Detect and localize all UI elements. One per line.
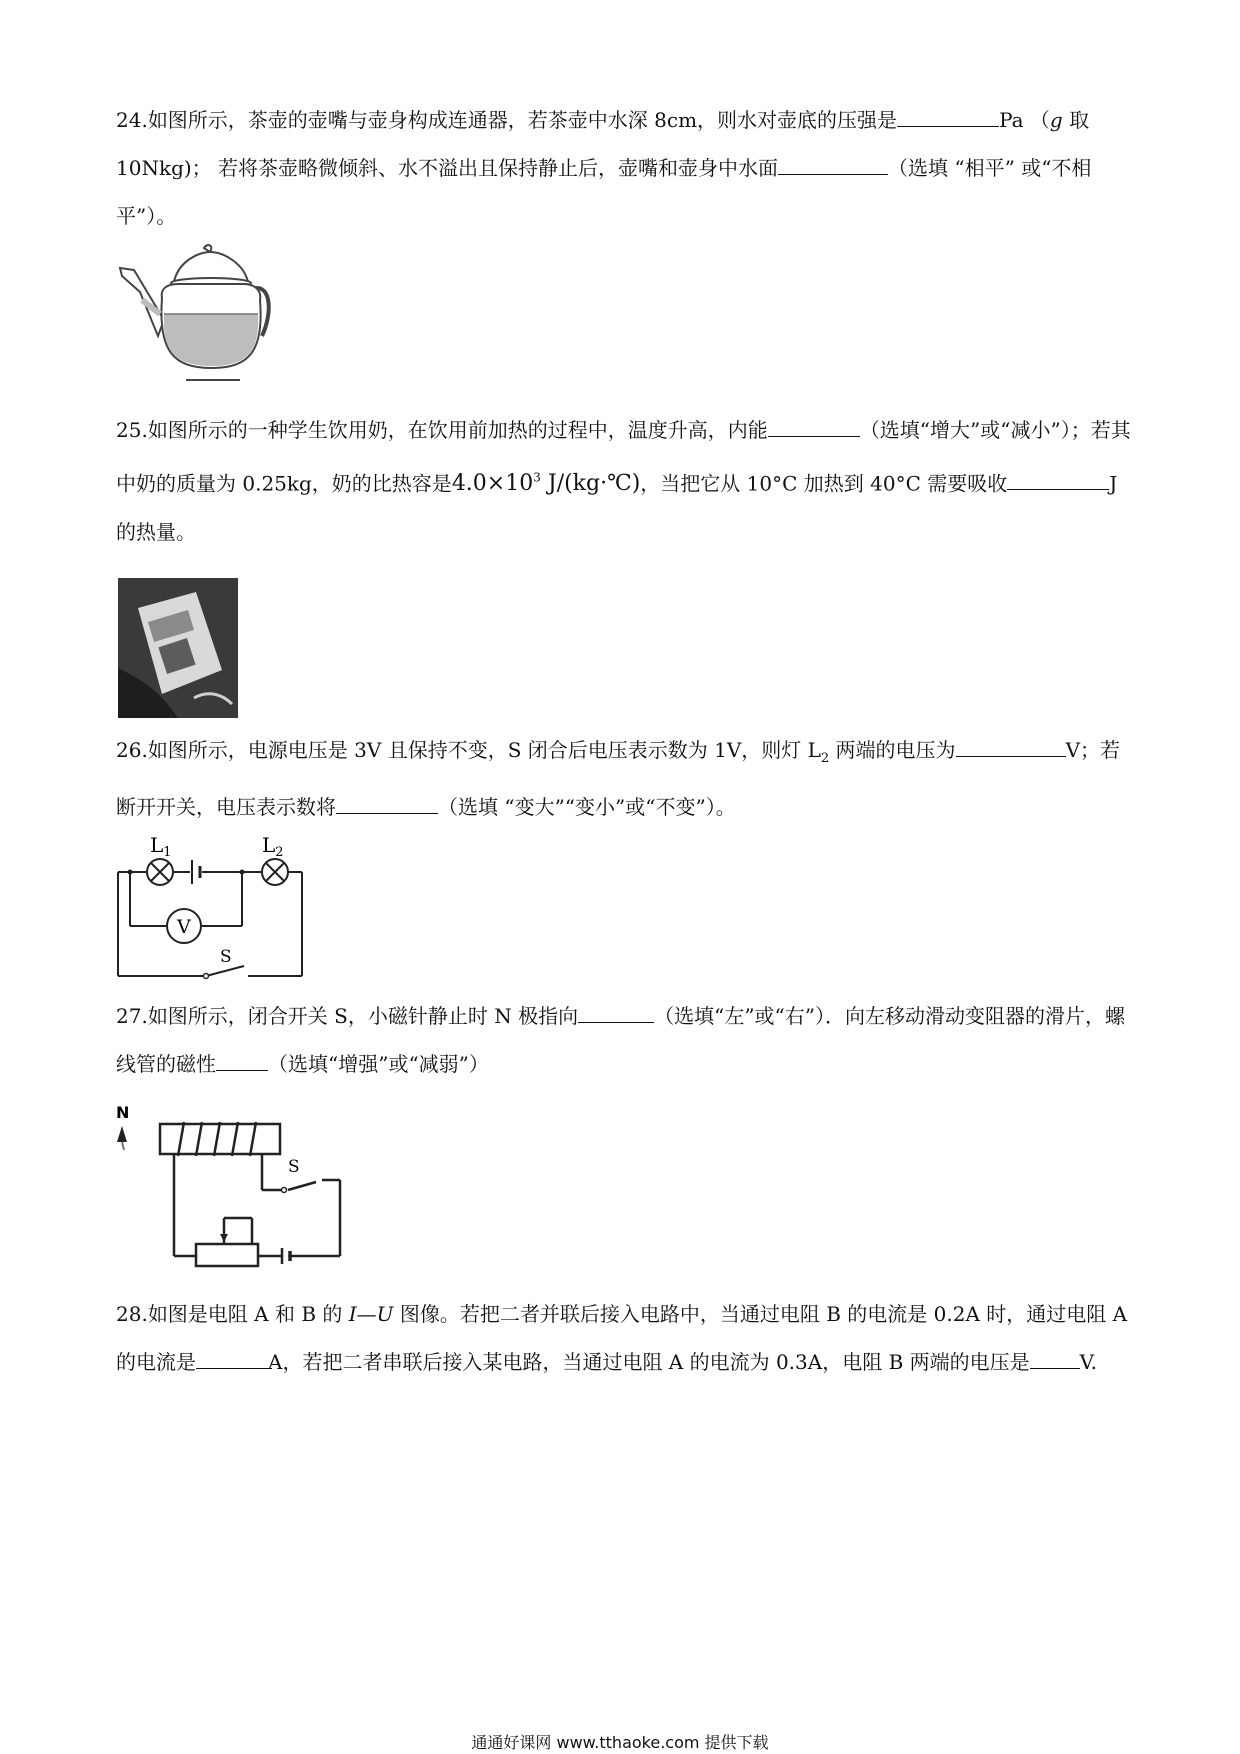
- question-text: （选填“左”或“右”）．向左移动滑动变阻器的滑片，螺线管的磁性: [116, 1004, 1125, 1076]
- question-text: （选填“增强”或“减弱”）: [268, 1052, 489, 1076]
- question-text: J 的热量。: [116, 471, 1118, 545]
- switch-label: S: [288, 1157, 300, 1177]
- question-number: 26.: [116, 738, 148, 762]
- question-text: （选填 “相平” 或“不相平”）。: [116, 156, 1092, 228]
- question-text: 图像。若把二者并联后接入电路中，当通过电阻 B 的电流是 0.2A 时，通过电阻 A 的电流是: [116, 1302, 1128, 1374]
- answer-blank[interactable]: [216, 1050, 268, 1071]
- question-text: 如图所示的一种学生饮用奶，在饮用前加热的过程中，温度升高，内能: [147, 418, 768, 442]
- question-27: [116, 992, 1132, 1088]
- question-number: 24.: [116, 108, 148, 132]
- question-text: V；若断开开关，电压表示数将: [116, 738, 1121, 819]
- answer-blank[interactable]: [196, 1348, 268, 1369]
- formula-exponent: 3: [533, 471, 541, 485]
- answer-blank[interactable]: [336, 793, 438, 814]
- question-text: 如图所示，电源电压是 3V 且保持不变，S 闭合后电压表示数为 1V，则灯 L: [147, 738, 821, 762]
- question-25: [116, 406, 1132, 556]
- switch-label: S: [220, 947, 232, 967]
- milk-package-image: [118, 578, 238, 718]
- answer-blank[interactable]: [1030, 1348, 1080, 1369]
- subscript: 2: [820, 751, 830, 766]
- answer-blank[interactable]: [778, 154, 888, 175]
- circuit-figure-26: [112, 830, 312, 980]
- question-24: [116, 96, 1132, 240]
- north-label: N: [116, 1103, 130, 1122]
- answer-blank[interactable]: [578, 1002, 654, 1023]
- question-text: 取 10Nkg)； 若将茶壶略微倾斜、水不溢出且保持静止后，壶嘴和壶身中水面: [116, 108, 1090, 180]
- question-text: （选填 “变大”“变小”或“不变”）。: [438, 795, 736, 819]
- question-text: ，当把它从 10°C 加热到 40°C 需要吸收: [640, 471, 1008, 496]
- answer-blank[interactable]: [1007, 469, 1109, 490]
- question-text: V.: [1079, 1350, 1097, 1374]
- question-number: 27.: [116, 1004, 148, 1028]
- g-symbol: g: [1049, 108, 1063, 132]
- specific-heat-formula: [452, 471, 640, 496]
- question-text: 如图所示，闭合开关 S，小磁针静止时 N 极指向: [147, 1004, 579, 1028]
- question-text: Pa （: [999, 108, 1050, 132]
- page-footer: 通通好课网 www.tthaoke.com 提供下载: [471, 1733, 769, 1752]
- solenoid-circuit-figure-27: [112, 1100, 372, 1270]
- iu-symbol: I—U: [348, 1302, 394, 1326]
- lamp-l2-label: $L_2$: [262, 833, 284, 860]
- question-28: [116, 1290, 1132, 1386]
- milk-package-photo: [118, 578, 238, 718]
- teapot-figure: [112, 240, 292, 400]
- voltmeter-label: V: [177, 916, 191, 938]
- formula-base: 4.0×10: [451, 471, 534, 497]
- question-number: 25.: [116, 418, 148, 442]
- question-26: [116, 726, 1132, 831]
- answer-blank[interactable]: [768, 416, 860, 437]
- question-number: 28.: [116, 1302, 148, 1326]
- question-text: 两端的电压为: [829, 738, 956, 762]
- question-text: 如图所示，茶壶的壶嘴与壶身构成连通器，若茶壶中水深 8cm，则水对壶底的压强是: [147, 108, 898, 132]
- answer-blank[interactable]: [897, 106, 999, 127]
- compass-needle-icon: [117, 1126, 127, 1142]
- answer-blank[interactable]: [956, 736, 1066, 757]
- question-text: 如图是电阻 A 和 B 的: [147, 1302, 349, 1326]
- lamp-l1-label: $L_1$: [150, 833, 172, 860]
- formula-unit: J/(kg·℃): [540, 471, 641, 497]
- question-text: A，若把二者串联后接入某电路，当通过电阻 A 的电流为 0.3A，电阻 B 两端的电压是: [268, 1350, 1030, 1374]
- question-text: （选填“增大”或“减小”）；若其中奶的质量为 0.25kg，奶的比热容是: [116, 418, 1131, 496]
